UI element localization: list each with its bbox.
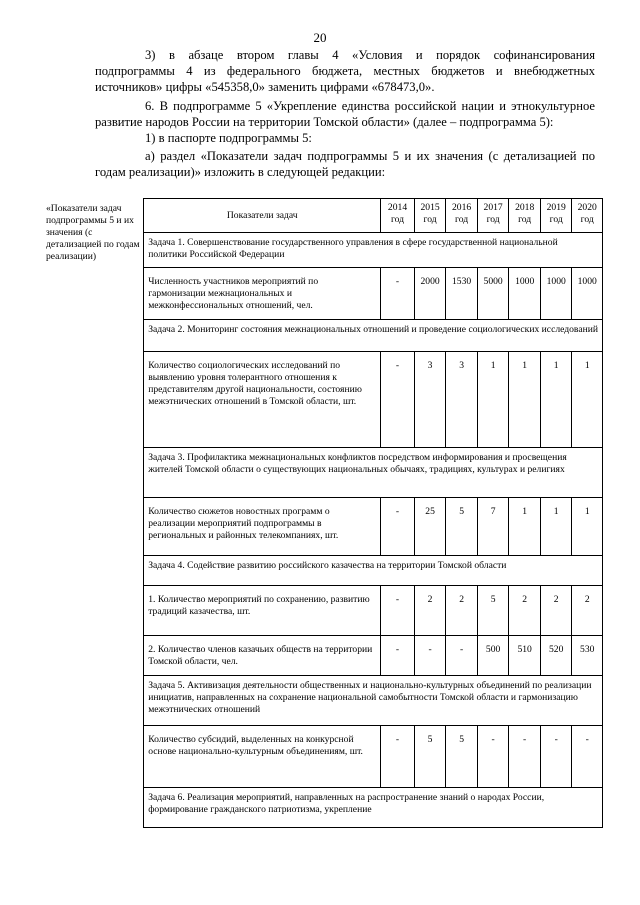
indicator-value: 1000 bbox=[540, 268, 572, 320]
indicator-value: 2 bbox=[540, 586, 572, 636]
header-year-unit: год bbox=[580, 214, 594, 225]
header-year: 2020 bbox=[577, 202, 597, 213]
indicator-text: Численность участников мероприятий по гармонизации межнациональных и межконфессиональных отношений, чел. bbox=[144, 268, 381, 320]
indicator-value: 1 bbox=[572, 352, 603, 448]
header-year: 2019 bbox=[546, 202, 566, 213]
header-year-unit: год bbox=[486, 214, 500, 225]
indicators-table bbox=[42, 198, 603, 828]
indicator-value: 520 bbox=[540, 636, 572, 676]
indicator-value: 1 bbox=[509, 352, 541, 448]
indicator-value: 5 bbox=[446, 498, 478, 556]
indicator-value: 2 bbox=[509, 586, 541, 636]
indicator-value: 2 bbox=[414, 586, 446, 636]
indicator-value: - bbox=[572, 726, 603, 788]
indicator-value: 2000 bbox=[414, 268, 446, 320]
indicator-value: - bbox=[381, 586, 415, 636]
indicator-value: 3 bbox=[446, 352, 478, 448]
indicator-value: 1 bbox=[509, 498, 541, 556]
indicator-value: - bbox=[446, 636, 478, 676]
table-header-row bbox=[42, 199, 603, 233]
paragraph-3-line-2: подпрограммы 4 из федерального бюджета, местных бюджетов и внебюджетных bbox=[95, 64, 595, 78]
table-body bbox=[42, 199, 603, 828]
header-year: 2015 bbox=[420, 202, 440, 213]
indicator-value: - bbox=[381, 268, 415, 320]
indicator-value: 7 bbox=[477, 498, 509, 556]
indicator-value: 1 bbox=[540, 352, 572, 448]
indicator-value: 5000 bbox=[477, 268, 509, 320]
indicator-value: - bbox=[381, 352, 415, 448]
indicator-value: 500 bbox=[477, 636, 509, 676]
header-year: 2018 bbox=[515, 202, 535, 213]
task-text: Задача 6. Реализация мероприятий, направленных на распространение знаний о народах России, формирование гражданского патриотизма, укрепление bbox=[144, 788, 603, 828]
task-text: Задача 5. Активизация деятельности общественных и национально-культурных объединений по реализации инициатив, направленных на сохранение национальной самобытности Томской области и гармонизацию межэтнических отношений bbox=[144, 676, 603, 726]
indicator-value: 2 bbox=[572, 586, 603, 636]
indicator-text: Количество сюжетов новостных программ о реализации мероприятий подпрограммы в региональных и районных телекомпаниях, шт. bbox=[144, 498, 381, 556]
indicator-value: 1 bbox=[477, 352, 509, 448]
header-indicators-title: Показатели задач bbox=[144, 199, 381, 233]
indicator-text: 2. Количество членов казачьих обществ на территории Томской области, чел. bbox=[144, 636, 381, 676]
task-text: Задача 4. Содействие развитию российского казачества на территории Томской области bbox=[144, 556, 603, 586]
paragraph-3-line-1: 3) в абзаце втором главы 4 «Условия и порядок софинансирования bbox=[145, 48, 595, 62]
indicator-value: 2 bbox=[446, 586, 478, 636]
paragraph-section-a: а) раздел «Показатели задач подпрограммы 5 и их значения (с детализацией по годам реализации)» изложить в следующей редакции: bbox=[95, 149, 595, 179]
indicator-value: 3 bbox=[414, 352, 446, 448]
header-year-cell bbox=[446, 199, 478, 233]
header-year-cell bbox=[540, 199, 572, 233]
header-year-unit: год bbox=[549, 214, 563, 225]
indicator-value: - bbox=[381, 636, 415, 676]
indicator-value: 530 bbox=[572, 636, 603, 676]
header-year-unit: год bbox=[455, 214, 469, 225]
indicator-value: - bbox=[477, 726, 509, 788]
task-text: Задача 3. Профилактика межнациональных конфликтов посредством информирования и просвещения жителей Томской области о существующих национальных обычаях, традициях, культурах и религиях bbox=[144, 448, 603, 498]
indicator-text: 1. Количество мероприятий по сохранению, развитию традиций казачества, шт. bbox=[144, 586, 381, 636]
header-year-cell bbox=[414, 199, 446, 233]
indicator-value: 5 bbox=[446, 726, 478, 788]
header-year-cell bbox=[572, 199, 603, 233]
header-year: 2014 bbox=[387, 202, 408, 213]
header-year-unit: год bbox=[518, 214, 532, 225]
indicator-value: - bbox=[414, 636, 446, 676]
header-year: 2016 bbox=[452, 202, 472, 213]
indicator-value: - bbox=[381, 498, 415, 556]
paragraph-3-line-3: источников» цифры «545358,0» заменить цифрами «678473,0». bbox=[95, 80, 435, 94]
indicator-value: 5 bbox=[477, 586, 509, 636]
header-year: 2017 bbox=[483, 202, 503, 213]
header-year-unit: год bbox=[390, 214, 405, 225]
indicator-value: 1530 bbox=[446, 268, 478, 320]
indicator-text: Количество социологических исследований по выявлению уровня толерантного отношения к представителям другой национальности, состоянию межэтнических отношений в Томской области, шт. bbox=[144, 352, 381, 448]
indicator-value: - bbox=[381, 726, 415, 788]
indicator-value: 1000 bbox=[572, 268, 603, 320]
indicator-value: 510 bbox=[509, 636, 541, 676]
table-lead-cell: «Показатели задач подпрограммы 5 и их значения (с детализацией по годам реализации) bbox=[46, 202, 140, 262]
indicator-text: Количество субсидий, выделенных на конкурсной основе национально-культурным объединениям, шт. bbox=[144, 726, 381, 788]
task-text: Задача 2. Мониторинг состояния межнациональных отношений и проведение социологических исследований bbox=[144, 320, 603, 352]
indicator-value: 1 bbox=[540, 498, 572, 556]
paragraph-6: 6. В подпрограмме 5 «Укрепление единства российской нации и этнокультурное развитие народов России на территории Томской области» (далее – подпрограмма 5): bbox=[95, 99, 595, 129]
indicator-value: 5 bbox=[414, 726, 446, 788]
indicator-value: - bbox=[540, 726, 572, 788]
indicator-value: 1 bbox=[572, 498, 603, 556]
header-year-cell bbox=[509, 199, 541, 233]
paragraph-passport: 1) в паспорте подпрограммы 5: bbox=[145, 131, 312, 145]
indicator-value: 1000 bbox=[509, 268, 541, 320]
indicator-value: - bbox=[509, 726, 541, 788]
header-year-cell bbox=[477, 199, 509, 233]
task-text: Задача 1. Совершенствование государственного управления в сфере государственной национальной политики Российской Федерации bbox=[144, 233, 603, 268]
header-year-cell bbox=[381, 199, 415, 233]
indicator-value: 25 bbox=[414, 498, 446, 556]
page-number: 20 bbox=[313, 30, 327, 45]
header-year-unit: год bbox=[423, 214, 437, 225]
